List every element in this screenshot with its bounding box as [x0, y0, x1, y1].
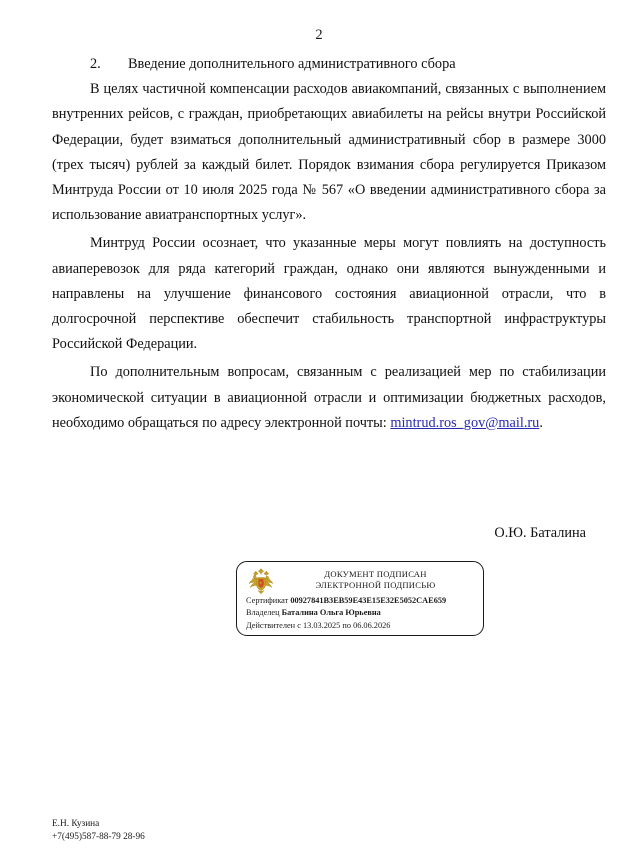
stamp-validity-separator: по [342, 620, 351, 630]
stamp-validity-to: 06.06.2026 [353, 620, 391, 630]
footer-executor-info [52, 818, 145, 845]
stamp-certificate-value: 00927841B3EB59E43E15E32E5052CAE659 [290, 596, 447, 605]
stamp-title-line-2: ЭЛЕКТРОННОЙ ПОДПИСЬЮ [315, 580, 436, 591]
section-heading [52, 52, 606, 77]
stamp-owner-value: Баталина Ольга Юрьевна [281, 608, 381, 618]
paragraph-contact-text: По дополнительным вопросам, связанным с реализацией мер по стабилизации экономической ситуации в авиационной отрасли и оптимизации бюджетных расходов, необходимо обращаться по адресу электронной почты: [52, 364, 606, 431]
section-heading-number: 2. [90, 56, 101, 72]
stamp-validity-row [246, 620, 483, 632]
paragraph-ministry-acknowledgement: Минтруд России осознает, что указанные меры могут повлиять на доступность авиаперевозок для ряда категорий граждан, однако они являются вынужденными и направлены на улучшение финансового состояния авиационной отрасли, что в долгосрочной перспективе обеспечит стабильность транспортной инфраструктуры Российской Федерации. [52, 235, 606, 353]
document-body [52, 52, 606, 436]
stamp-validity-label: Действителен с [246, 620, 301, 630]
electronic-signature-stamp [236, 561, 484, 636]
stamp-header [237, 562, 483, 594]
section-heading-text: Введение дополнительного административного сбора [128, 56, 456, 72]
signatory-name: О.Ю. Баталина [494, 525, 586, 541]
stamp-details [237, 594, 483, 632]
stamp-title-line-1: ДОКУМЕНТ ПОДПИСАН [324, 569, 427, 579]
footer-phone: +7(495)587-88-79 28-96 [52, 832, 145, 843]
stamp-certificate-row [246, 595, 483, 607]
russian-coat-of-arms-icon [246, 567, 276, 597]
paragraph-contact [52, 360, 606, 436]
stamp-validity-from: 13.03.2025 [302, 620, 341, 630]
email-link[interactable]: mintrud.ros_gov@mail.ru [390, 414, 540, 431]
stamp-owner-row [246, 607, 483, 619]
stamp-owner-label: Владелец [246, 608, 280, 618]
paragraph-fee-introduction: В целях частичной компенсации расходов авиакомпаний, связанных с выполнением внутренних рейсов, с граждан, приобретающих авиабилеты на рейсы внутри Российской Федерации, будет взиматься дополнительный административный сбор в размере 3000 (трех тысяч) рублей за каждый билет. Порядок взимания сбора регулируется Приказом Минтруда России от 10 июля 2025 года № 567 «О введении административного сбора за использование авиатранспортных услуг». [52, 81, 606, 224]
page-number: 2 [315, 27, 323, 43]
stamp-title [276, 567, 475, 591]
paragraph-contact-period: . [539, 414, 543, 431]
stamp-certificate-label: Сертификат [246, 596, 289, 605]
footer-executor-name: Е.Н. Кузина [52, 818, 100, 829]
